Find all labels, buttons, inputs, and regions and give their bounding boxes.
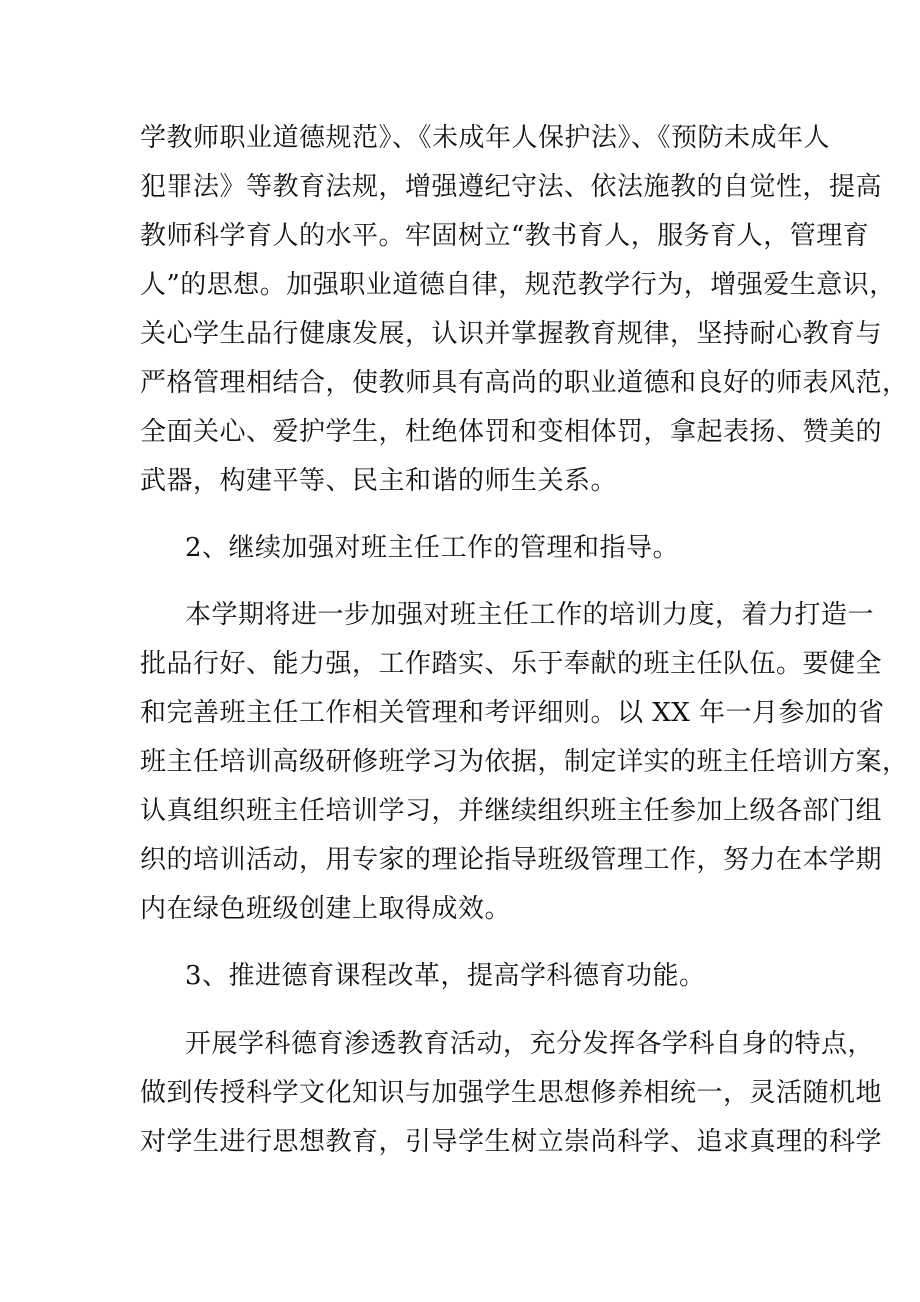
- text-line: 学教师职业道德规范》、《未成年人保护法》、《预防未成年人: [140, 123, 831, 153]
- text-line: 认真组织班主任培训学习，并继续组织班主任参加上级各部门组: [140, 796, 883, 826]
- text-line: 批品行好、能力强，工作踏实、乐于奉献的班主任队伍。要健全: [140, 649, 883, 679]
- text-line: 织的培训活动，用专家的理论指导班级管理工作，努力在本学期: [140, 845, 883, 875]
- section-heading-class-teacher: 2、继续加强对班主任工作的管理和指导。: [185, 533, 680, 563]
- section-heading-curriculum-reform: 3、推进德育课程改革，提高学科德育功能。: [185, 961, 706, 991]
- text-line: 本学期将进一步加强对班主任工作的培训力度，着力打造一: [185, 600, 875, 630]
- text-line: 班主任培训高级研修班学习为依据，制定详实的班主任培训方案，: [140, 747, 909, 777]
- text-line: 开展学科德育渗透教育活动，充分发挥各学科自身的特点，: [185, 1029, 875, 1059]
- text-line: 犯罪法》等教育法规，增强遵纪守法、依法施教的自觉性，提高: [140, 172, 883, 202]
- text-line: 教师科学育人的水平。牢固树立“教书育人，服务育人，管理育: [140, 221, 870, 251]
- text-line: 内在绿色班级创建上取得成效。: [140, 894, 512, 924]
- text-line: 做到传授科学文化知识与加强学生思想修养相统一，灵活随机地: [140, 1078, 883, 1108]
- text-line: 关心学生品行健康发展，认识并掌握教育规律，坚持耐心教育与: [140, 319, 883, 349]
- text-line: 对学生进行思想教育，引导学生树立崇尚科学、追求真理的科学: [140, 1127, 883, 1157]
- text-line: 和完善班主任工作相关管理和考评细则。以 XX 年一月参加的省: [140, 698, 885, 728]
- text-line: 武器，构建平等、民主和谐的师生关系。: [140, 466, 618, 496]
- text-line: 人”的思想。加强职业道德自律，规范教学行为，增强爱生意识，: [140, 270, 896, 300]
- text-line: 严格管理相结合，使教师具有高尚的职业道德和良好的师表风范，: [140, 368, 909, 398]
- text-line: 全面关心、爱护学生，杜绝体罚和变相体罚，拿起表扬、赞美的: [140, 417, 883, 447]
